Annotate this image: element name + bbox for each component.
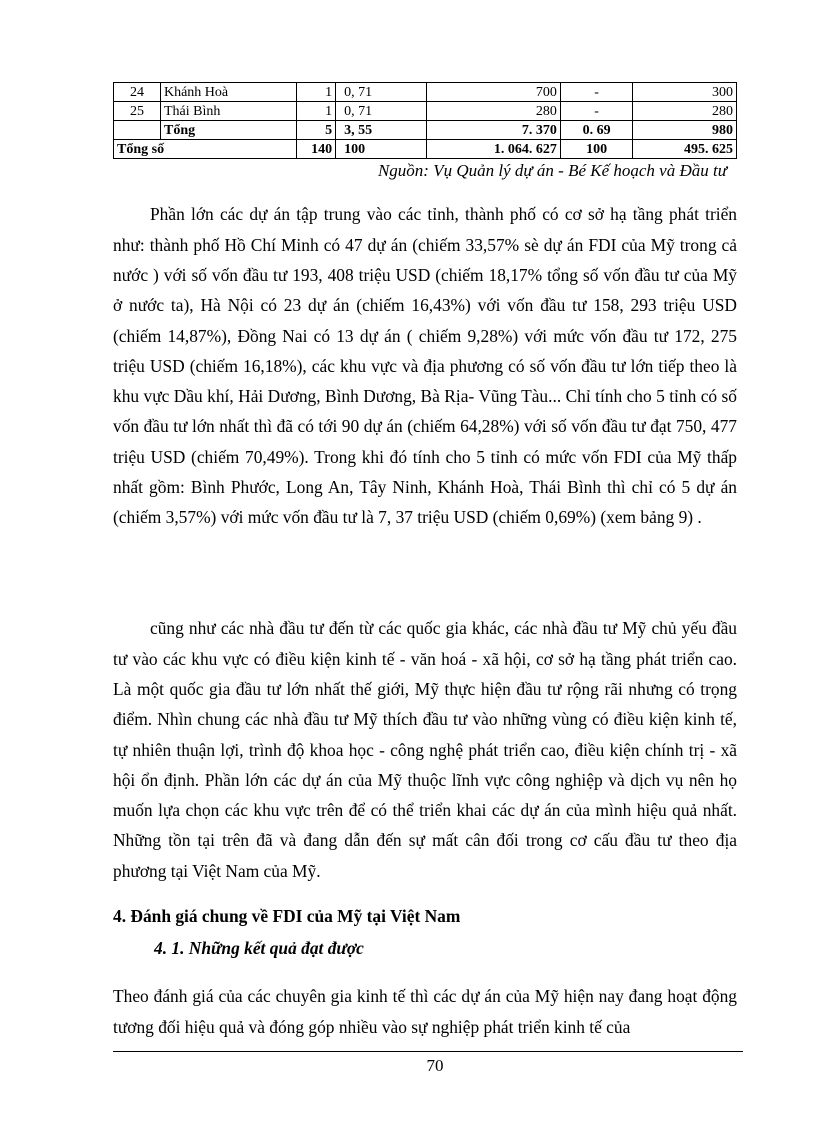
fdi-province-table bbox=[113, 82, 737, 159]
capital-value: 280 bbox=[427, 102, 561, 121]
grand-total-label: Tổng số bbox=[114, 140, 297, 159]
implemented-capital: 280 bbox=[633, 102, 737, 121]
project-percent: 3, 55 bbox=[336, 121, 427, 140]
row-number bbox=[114, 121, 161, 140]
capital-percent: - bbox=[560, 83, 633, 102]
project-count: 1 bbox=[296, 83, 336, 102]
implemented-capital: 980 bbox=[633, 121, 737, 140]
capital-value: 1. 064. 627 bbox=[427, 140, 561, 159]
province-name: Khánh Hoà bbox=[160, 83, 296, 102]
subsection-heading: 4. 1. Những kết quả đạt được bbox=[154, 938, 364, 958]
table-row bbox=[114, 102, 737, 121]
project-percent: 0, 71 bbox=[336, 102, 427, 121]
subtotal-row bbox=[114, 121, 737, 140]
capital-value: 700 bbox=[427, 83, 561, 102]
table-row bbox=[114, 83, 737, 102]
body-paragraph: cũng như các nhà đầu tư đến từ các quốc gia khác, các nhà đầu tư Mỹ chủ yếu đầu tư vào các khu vực có điều kiện kinh tế - văn hoá - xã hội, cơ sở hạ tầng phát triển cao. Là một quốc gia đầu tư lớn nhất thế giới, Mỹ thực hiện đầu tư rộng rãi nhưng có trọng điểm. Nhìn chung các nhà đầu tư Mỹ thích đầu tư vào những vùng có điều kiện kinh tế, tự nhiên thuận lợi, trình độ khoa học - công nghệ phát triển cao, điều kiện chính trị - xã hội ổn định. Phần lớn các dự án của Mỹ thuộc lĩnh vực công nghiệp và dịch vụ nên họ muốn lựa chọn các khu vực trên để có thể triển khai các dự án của mình hiệu quả nhất. Những tồn tại trên đã và đang dẫn đến sự mất cân đối trong cơ cấu đầu tư theo địa phương tại Việt Nam của Mỹ. bbox=[113, 618, 737, 881]
grand-total-row bbox=[114, 140, 737, 159]
project-count: 140 bbox=[296, 140, 336, 159]
row-number: 25 bbox=[114, 102, 161, 121]
table-source-note: Nguồn: Vụ Quản lý dự án - Bé Kế hoạch và Đầu tư bbox=[377, 161, 727, 180]
project-count: 5 bbox=[296, 121, 336, 140]
capital-percent: - bbox=[560, 102, 633, 121]
implemented-capital: 495. 625 bbox=[633, 140, 737, 159]
project-count: 1 bbox=[296, 102, 336, 121]
subtotal-label: Tổng bbox=[160, 121, 296, 140]
body-paragraph: Theo đánh giá của các chuyên gia kinh tế thì các dự án của Mỹ hiện nay đang hoạt động tương đối hiệu quả và đóng góp nhiều vào sự nghiệp phát triển kinh tế của bbox=[113, 986, 737, 1037]
capital-percent: 100 bbox=[560, 140, 633, 159]
capital-percent: 0. 69 bbox=[560, 121, 633, 140]
section-heading: 4. Đánh giá chung về FDI của Mỹ tại Việt Nam bbox=[113, 906, 461, 926]
page-number: 70 bbox=[426, 1056, 444, 1075]
project-percent: 0, 71 bbox=[336, 83, 427, 102]
province-name: Thái Bình bbox=[160, 102, 296, 121]
implemented-capital: 300 bbox=[633, 83, 737, 102]
body-paragraph: Phần lớn các dự án tập trung vào các tỉnh, thành phố có cơ sở hạ tầng phát triển như: thành phố Hồ Chí Minh có 47 dự án (chiếm 33,57% sè dự án FDI của Mỹ trong cả nước ) với số vốn đầu tư 193, 408 triệu USD (chiếm 18,17% tổng số vốn đầu tư của Mỹ ở nước ta), Hà Nội có 23 dự án (chiếm 16,43%) với vốn đầu tư 158, 293 triệu USD (chiếm 14,87%), Đồng Nai có 13 dự án ( chiếm 9,28%) với mức vốn đầu tư 172, 275 triệu USD (chiếm 16,18%), các khu vực và địa phương có số vốn đầu tư lớn tiếp theo là khu vực Dầu khí, Hải Dương, Bình Dương, Bà Rịa- Vũng Tàu... Chỉ tính cho 5 tỉnh có số vốn đầu tư lớn nhất thì đã có tới 90 dự án (chiếm 64,28%) với số vốn đầu tư đạt 750, 477 triệu USD (chiếm 70,49%). Trong khi đó tính cho 5 tỉnh có mức vốn FDI của Mỹ thấp nhất gồm: Bình Phước, Long An, Tây Ninh, Khánh Hoà, Thái Bình thì chỉ có 5 dự án (chiếm 3,57%) với mức vốn đầu tư là 7, 37 triệu USD (chiếm 0,69%) (xem bảng 9) . bbox=[113, 204, 737, 528]
capital-value: 7. 370 bbox=[427, 121, 561, 140]
footer-divider bbox=[113, 1051, 743, 1052]
row-number: 24 bbox=[114, 83, 161, 102]
project-percent: 100 bbox=[336, 140, 427, 159]
